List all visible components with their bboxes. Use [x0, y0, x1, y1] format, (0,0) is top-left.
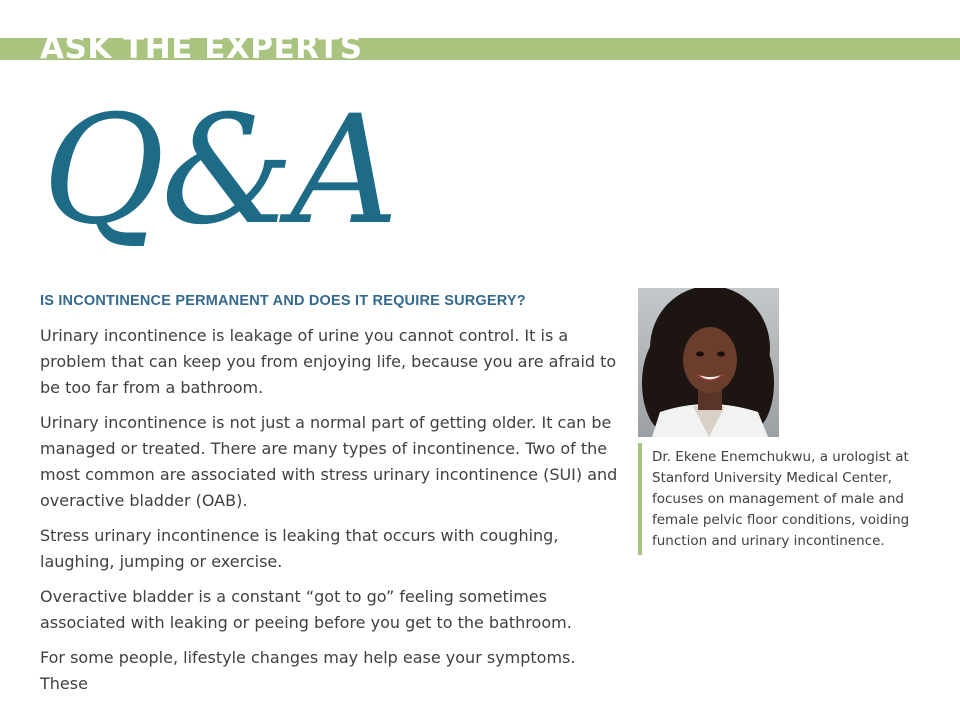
caption-text: Dr. Ekene Enemchukwu, a urologist at Stanford University Medical Center, focuses on management of male and female pelvic floor conditions, voiding function and urinary incontinence. [652, 449, 910, 549]
article-paragraph: Overactive bladder is a constant “got to go” feeling sometimes associated with leaking or peeing before you get to the bathroom. [40, 587, 572, 632]
expert-caption [638, 443, 918, 555]
expert-portrait-photo [638, 288, 779, 437]
article-paragraph: For some people, lifestyle changes may help ease your symptoms. These [40, 648, 576, 693]
article-body [40, 323, 620, 706]
qa-title: Q&A [42, 84, 395, 258]
section-title: ASK THE EXPERTS [40, 30, 363, 60]
article-paragraph: Stress urinary incontinence is leaking that occurs with coughing, laughing, jumping or exercise. [40, 526, 559, 571]
article-paragraph: Urinary incontinence is leakage of urine you cannot control. It is a problem that can keep you from enjoying life, because you are afraid to be too far from a bathroom. [40, 326, 617, 397]
article-question: IS INCONTINENCE PERMANENT AND DOES IT REQUIRE SURGERY? [40, 293, 526, 309]
article-paragraph: Urinary incontinence is not just a normal part of getting older. It can be managed or treated. There are many types of incontinence. Two of the most common are associated with stress urinary incontinence (SUI) and overactive bladder (OAB). [40, 413, 618, 510]
portrait-illustration [638, 288, 779, 437]
